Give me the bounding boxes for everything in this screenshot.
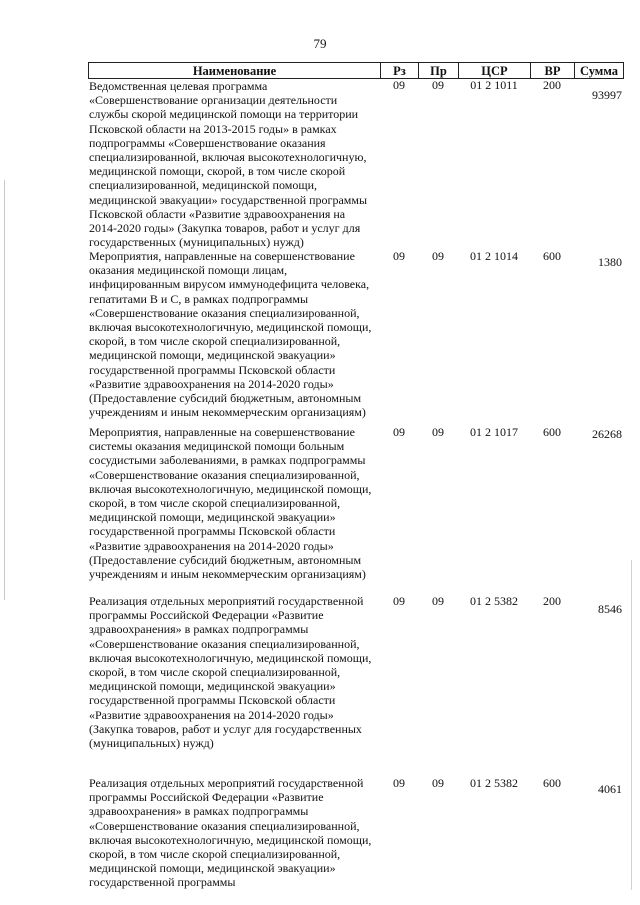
row-name: Ведомственная целевая программа «Совершенствование организации деятельности службы скорой медицинской помощи на территории Псковской области на 2013-2015 годы» в рамках подпрограммы «Совершенствование оказания специализированной, включая высокотехнологичную, медицинской помощи, скорой, в том числе скорой специализированной, медицинской помощи, медицинской эвакуации» государственной программы Псковской области «Развитие здравоохранения на 2014-2020 годы» (Закупка товаров, работ и услуг для государственных (муниципальных) нужд) <box>89 79 368 250</box>
table-row <box>88 776 624 890</box>
row-sum: 4061 <box>598 782 622 796</box>
header-sum: Сумма <box>574 62 624 79</box>
header-pr: Пр <box>418 62 458 79</box>
row-pr: 09 <box>432 425 444 439</box>
row-csr: 01 2 1011 <box>470 78 518 92</box>
table-row <box>88 425 624 594</box>
table-header <box>88 62 624 79</box>
header-csr: ЦСР <box>458 62 530 79</box>
table-row <box>88 594 624 776</box>
row-rz: 09 <box>393 249 405 263</box>
row-sum: 1380 <box>598 255 622 269</box>
row-name: Мероприятия, направленные на совершенствование оказания медицинской помощи лицам, инфицированным вирусом иммунодефицита человека, гепатитами В и С, в рамках подпрограммы «Совершенствование оказания специализированной, включая высокотехнологичную, медицинской помощи, скорой, в том числе скорой специализированной, медицинской помощи, медицинской эвакуации» государственной программы Псковской области «Развитие здравоохранения на 2014-2020 годы» (Предоставление субсидий бюджетным, автономным учреждениям и иным некоммерческим организациям) <box>89 249 372 420</box>
row-vr: 200 <box>543 78 561 92</box>
row-name: Мероприятия, направленные на совершенствование системы оказания медицинской помощи больным сосудистыми заболеваниями, в рамках подпрограммы «Совершенствование оказания специализированной, включая высокотехнологичную, медицинской помощи, скорой, в том числе скорой специализированной, медицинской помощи, медицинской эвакуации» государственной программы Псковской области «Развитие здравоохранения на 2014-2020 годы» (Предоставление субсидий бюджетным, автономным учреждениям и иным некоммерческим организациям) <box>89 425 372 582</box>
row-pr: 09 <box>432 249 444 263</box>
row-rz: 09 <box>393 78 405 92</box>
row-sum: 93997 <box>592 88 622 102</box>
row-rz: 09 <box>393 425 405 439</box>
row-vr: 600 <box>543 425 561 439</box>
row-csr: 01 2 1017 <box>470 425 518 439</box>
row-sum: 8546 <box>598 602 622 616</box>
scan-margin-line <box>631 560 632 890</box>
row-pr: 09 <box>432 776 444 790</box>
row-csr: 01 2 1014 <box>470 249 518 263</box>
row-csr: 01 2 5382 <box>470 776 518 790</box>
header-vr: ВР <box>530 62 574 79</box>
row-vr: 600 <box>543 776 561 790</box>
row-rz: 09 <box>393 776 405 790</box>
table-row <box>88 249 624 425</box>
row-pr: 09 <box>432 78 444 92</box>
header-rz: Рз <box>380 62 418 79</box>
row-vr: 600 <box>543 249 561 263</box>
page-number: 79 <box>313 36 327 51</box>
row-name: Реализация отдельных мероприятий государственной программы Российской Федерации «Развитие здравоохранения» в рамках подпрограммы «Совершенствование оказания специализированной, включая высокотехнологичную, медицинской помощи, скорой, в том числе скорой специализированной, медицинской помощи, медицинской эвакуации» государственной программы Псковской области «Развитие здравоохранения на 2014-2020 годы» (Закупка товаров, работ и услуг для государственных (муниципальных) нужд) <box>89 594 372 751</box>
header-name: Наименование <box>88 62 380 79</box>
table-row <box>88 79 624 249</box>
scan-margin-line <box>4 180 5 600</box>
row-rz: 09 <box>393 594 405 608</box>
row-csr: 01 2 5382 <box>470 594 518 608</box>
row-vr: 200 <box>543 594 561 608</box>
row-sum: 26268 <box>592 427 622 441</box>
row-pr: 09 <box>432 594 444 608</box>
row-name: Реализация отдельных мероприятий государственной программы Российской Федерации «Развитие здравоохранения» в рамках подпрограммы «Совершенствование оказания специализированной, включая высокотехнологичную, медицинской помощи, скорой, в том числе скорой специализированной, медицинской помощи, медицинской эвакуации» государственной программы <box>89 776 372 890</box>
budget-table <box>88 62 624 890</box>
